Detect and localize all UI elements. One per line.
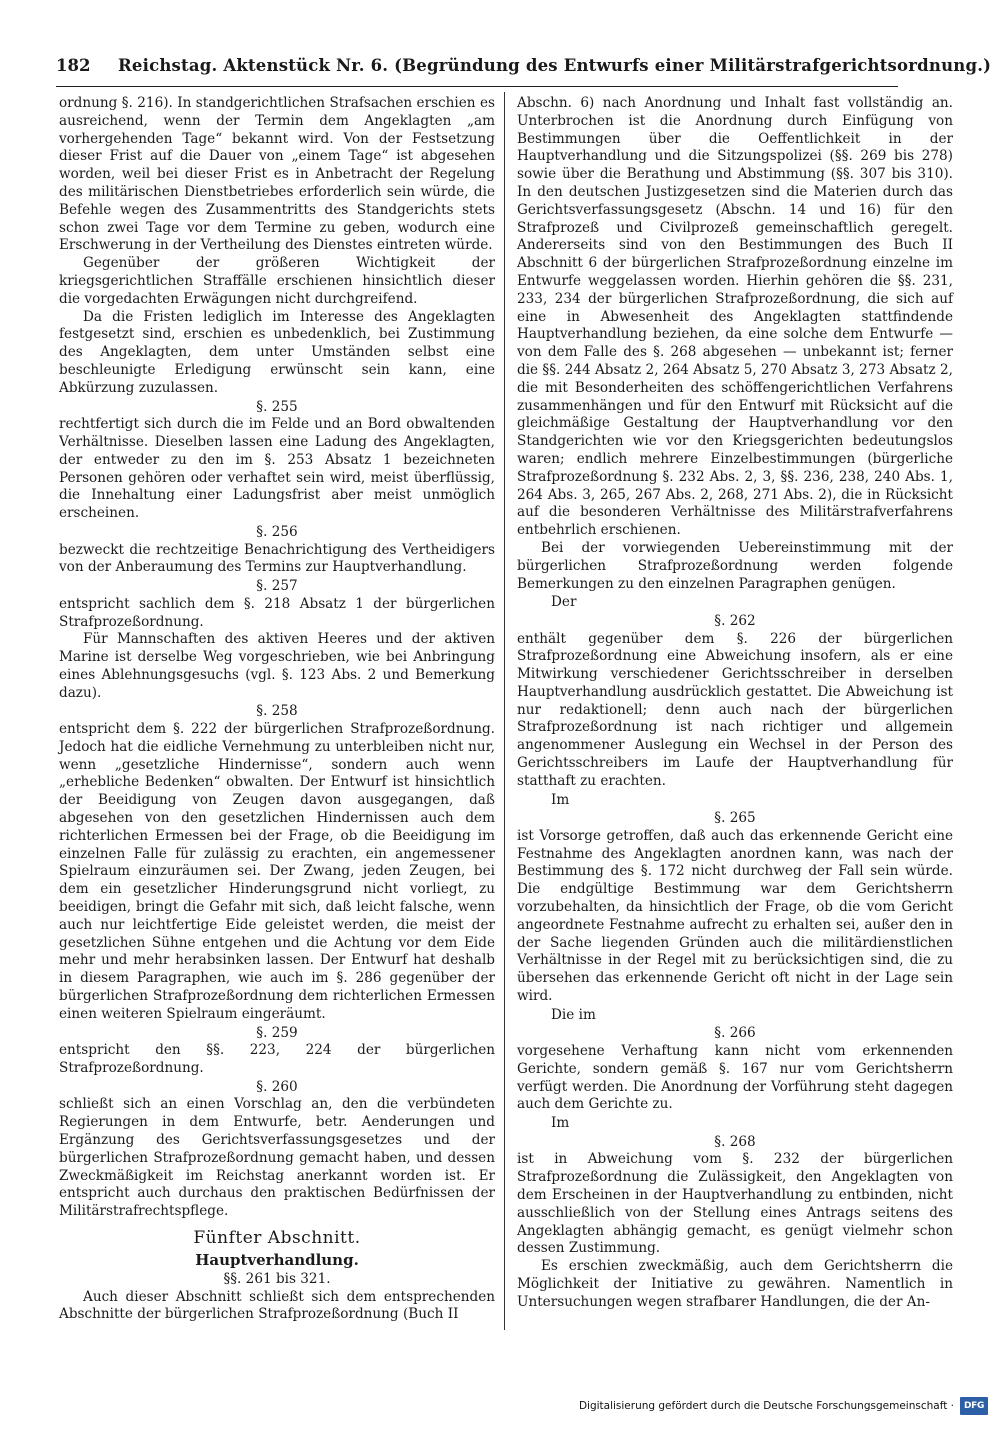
lead-word: Im bbox=[551, 791, 570, 808]
paragraph: Es erschien zweckmäßig, auch dem Gerichtsherrn die Möglichkeit der Initiative zu gewähren. Namentlich in Untersuchungen wegen strafbarer Handlungen, die der An- bbox=[517, 1258, 953, 1310]
lead-word: Der bbox=[551, 594, 577, 611]
paragraph: bezweckt die rechtzeitige Benachrichtigung des Vertheidigers von der Anberaumung des Termins zur Hauptverhandlung. bbox=[59, 541, 495, 576]
paragraph: Bei der vorwiegenden Uebereinstimmung mit der bürgerlichen Strafprozeßordnung werden folgende Bemerkungen zu den einzelnen Paragraphen genügen. bbox=[517, 539, 953, 592]
paragraph: ist in Abweichung vom §. 232 der bürgerlichen Strafprozeßordnung die Zulässigkeit, den Angeklagten von dem Erscheinen in der Hauptverhandlung zu entbinden, nicht ausschließlich von der Stellung eines Antrags seitens des Angeklagten abhängig gemacht, es genügt vielmehr schon dessen Zustimmung. bbox=[517, 1151, 953, 1257]
section-heading: §. 257 bbox=[256, 578, 298, 595]
chapter-subheading: Hauptverhandlung. bbox=[195, 1250, 359, 1269]
paragraph: Gegenüber der größeren Wichtigkeit der kriegsgerichtlichen Straffälle erschienen hinsichtlich dieser die vorgedachten Erwägungen nicht durchgreifend. bbox=[59, 255, 495, 307]
section-heading: §. 265 bbox=[714, 810, 756, 827]
section-heading: §. 268 bbox=[714, 1133, 756, 1150]
paragraph: ist Vorsorge getroffen, daß auch das erkennende Gericht eine Festnahme des Angeklagten anordnen kann, was nach der Bestimmung des §. 172 nicht durchweg der Fall sein würde. Die endgültige Bestimmung war dem Gerichtsherrn vorzubehalten, da hinsichtlich der Frage, ob die vom Gericht angeordnete Festnahme aufrecht zu erhalten sei, außer den in der Sache liegenden Gründen auch die militärdienstlichen Verhältnisse in der Regel mit zu berücksichtigen sind, die zu übersehen das erkennende Gericht oft nicht in der Lage sein wird. bbox=[517, 827, 953, 1005]
footer bbox=[579, 1392, 988, 1420]
running-title: Reichstag. Aktenstück Nr. 6. (Begründung des Entwurfs einer Militärstrafgerichtsordnung.) bbox=[118, 56, 992, 75]
paragraph: Abschn. 6) nach Anordnung und Inhalt fast vollständig an. Unterbrochen ist die Anordnung durch Einfügung von Bestimmungen über die Oeffentlichkeit in der Hauptverhandlung und die Sitzungspolizei (§§. 269 bis 278) sowie über die Berathung und Abstimmung (§§. 307 bis 310). In den deutschen Justizgesetzen sind die Materien durch das Gerichtsverfassungsgesetz (Abschn. 14 und 16) für den Strafprozeß und Civilprozeß gemeinschaftlich geregelt. Andererseits sind von den Bestimmungen des Buch II Abschnitt 6 der bürgerlichen Strafprozeßordnung einzelne im Entwurfe weggelassen worden. Hierhin gehören die §§. 231, 233, 234 der bürgerlichen Strafprozeßordnung, die sich auf eine in Abwesenheit des Angeklagten stattfindende Hauptverhandlung beziehen, da eine solche dem Entwurfe — von dem Falle des §. 268 abgesehen — unbekannt ist; ferner die §§. 244 Absatz 2, 264 Absatz 5, 270 Absatz 3, 273 Absatz 2, die mit Besonderheiten des schöffengerichtlichen Verfahrens zusammenhängen und für den Entwurf mit Rücksicht auf die gleichmäßige Gestaltung der Hauptverhandlung vor den Standgerichten wie vor den Kriegsgerichten bedeutungslos waren; endlich mehrere Einzelbestimmungen (bürgerliche Strafprozeßordnung §. 232 Abs. 2, 3, §§. 236, 238, 240 Abs. 1, 264 Abs. 3, 265, 267 Abs. 2, 268, 271 Abs. 2), die in Rücksicht auf die besonderen Verhältnisse des Militärstrafverfahrens entbehrlich erschienen. bbox=[517, 95, 953, 539]
paragraph: schließt sich an einen Vorschlag an, den die verbündeten Regierungen in dem Entwurfe, betr. Aenderungen und Ergänzung des Gerichtsverfassungsgesetzes und der bürgerlichen Strafprozeßordnung gemacht haben, und dessen Zweckmäßigkeit im Reichstag anerkannt worden ist. Er entspricht auch durchaus den praktischen Bedürfnissen der Militärstrafrechtspflege. bbox=[59, 1096, 495, 1220]
lead-word: Die im bbox=[551, 1006, 596, 1023]
paragraph: rechtfertigt sich durch die im Felde und an Bord obwaltenden Verhältnisse. Dieselben lassen eine Ladung des Angeklagten, der entweder zu den im §. 253 Absatz 1 bezeichneten Personen gehören oder verhaftet sein wird, meist überflüssig, die Innehaltung einer Ladungsfrist aber meist unmöglich erscheinen. bbox=[59, 416, 495, 522]
column-divider bbox=[504, 92, 505, 1330]
paragraph: entspricht den §§. 223, 224 der bürgerlichen Strafprozeßordnung. bbox=[59, 1042, 495, 1077]
paragraph: ordnung §. 216). In standgerichtlichen Strafsachen erschien es ausreichend, wenn der Termin dem Angeklagten „am vorhergehenden Tage“ bekannt wird. Von der Festsetzung dieser Frist auf die Dauer von „einem Tage“ ist abgesehen worden, weil bei dieser Frist es in Anbetracht der Regelung des militärischen Dienstbetriebes erforderlich sein würde, die Befehle wegen des Zusammentritts des Standgerichts stets schon zwei Tage vor dem Termine zu geben, wodurch eine Erschwerung in der Vertheilung des Dienstes eintreten würde. bbox=[59, 95, 495, 254]
lead-word: Im bbox=[551, 1115, 570, 1132]
chapter-heading: Fünfter Abschnitt. bbox=[193, 1227, 361, 1248]
paragraph: vorgesehene Verhaftung kann nicht vom erkennenden Gerichte, sondern gemäß §. 167 nur vom Gerichtsherrn verfügt werden. Die Anordnung der Vorführung steht dagegen auch dem Gerichte zu. bbox=[517, 1043, 953, 1113]
left-column bbox=[59, 95, 495, 1324]
footer-credit: Digitalisierung gefördert durch die Deutsche Forschungsgemeinschaft · bbox=[578, 1400, 954, 1412]
section-heading: §. 259 bbox=[256, 1024, 298, 1041]
section-heading: §. 258 bbox=[256, 703, 298, 720]
section-heading: §. 266 bbox=[714, 1025, 756, 1042]
paragraph: Für Mannschaften des aktiven Heeres und der aktiven Marine ist derselbe Weg vorgeschrieben, wie bei Anbringung eines Ablehnungsgesuchs (vgl. §. 123 Abs. 2 und Bemerkung dazu). bbox=[59, 631, 495, 701]
section-heading: §. 262 bbox=[714, 612, 756, 629]
section-heading: §§. 261 bis 321. bbox=[223, 1270, 331, 1287]
section-heading: §. 255 bbox=[256, 398, 298, 415]
header-rule bbox=[56, 86, 898, 87]
page-number: 182 bbox=[56, 56, 91, 75]
paragraph: entspricht dem §. 222 der bürgerlichen Strafprozeßordnung. Jedoch hat die eidliche Vernehmung zu unterbleiben nicht nur, wenn „gesetzliche Hindernisse“, sondern auch wenn „erhebliche Bedenken“ obwalten. Der Entwurf ist hinsichtlich der Beeidigung von Zeugen davon ausgegangen, daß abgesehen von den gesetzlichen Hindernissen auch dem richterlichen Ermessen bei der Frage, ob die Beeidigung im einzelnen Falle für zulässig zu erachten, ein angemessener Spielraum einzuräumen sei. Der Zwang, jeden Zeugen, bei dem ein gesetzlicher Hinderungsgrund nicht vorliegt, zu beeidigen, bringt die Gefahr mit sich, daß leicht falsche, wenn auch nur leichtfertige Eide geleistet werden, die meist der gesetzlichen Sühne entgehen und die Achtung vor dem Eide mehr und mehr herabsinken lassen. Der Entwurf hat deshalb in diesem Paragraphen, wie auch im §. 286 gegenüber der bürgerlichen Strafprozeßordnung dem richterlichen Ermessen einen weiteren Spielraum eingeräumt. bbox=[59, 721, 495, 1022]
right-column bbox=[517, 95, 953, 1312]
section-heading: §. 260 bbox=[256, 1078, 298, 1095]
paragraph: entspricht sachlich dem §. 218 Absatz 1 der bürgerlichen Strafprozeßordnung. bbox=[59, 595, 495, 630]
paragraph: Auch dieser Abschnitt schließt sich dem entsprechenden Abschnitte der bürgerlichen Strafprozeßordnung (Buch II bbox=[59, 1288, 495, 1323]
paragraph: enthält gegenüber dem §. 226 der bürgerlichen Strafprozeßordnung eine Abweichung insofern, als er eine Mitwirkung verschiedener Gerichtsschreiber in derselben Hauptverhandlung ausdrücklich gestattet. Die Abweichung ist nur redaktionell; denn auch nach der bürgerlichen Strafprozeßordnung ist nach richtiger und allgemein angenommener Auslegung ein Wechsel in der Person des Gerichtsschreibers im Laufe der Hauptverhandlung für statthaft zu erachten. bbox=[517, 630, 953, 789]
paragraph: Da die Fristen lediglich im Interesse des Angeklagten festgesetzt sind, erschien es unbedenklich, bei Zustimmung des Angeklagten, dem unter Umständen selbst eine beschleunigte Erledigung erwünscht sein kann, eine Abkürzung zuzulassen. bbox=[59, 308, 495, 396]
page-header bbox=[56, 54, 992, 82]
section-heading: §. 256 bbox=[256, 523, 298, 540]
dfg-logo: DFG bbox=[960, 1397, 988, 1415]
